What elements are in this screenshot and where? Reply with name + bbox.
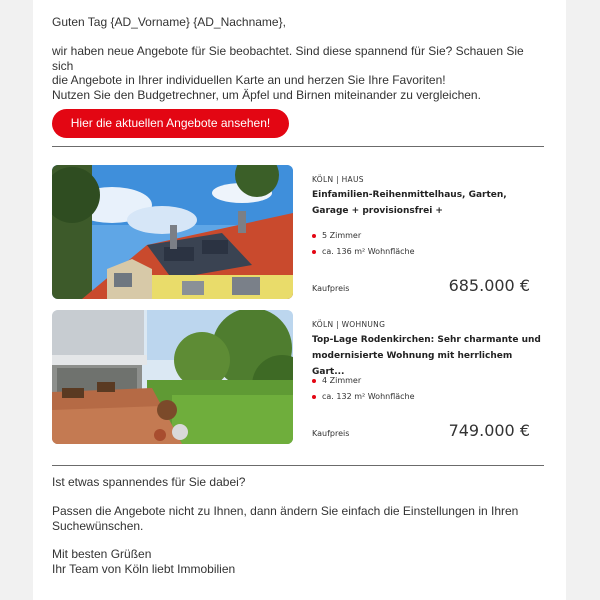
listing-card-apartment[interactable]	[52, 310, 544, 444]
house-photo[interactable]	[52, 165, 293, 299]
question-text: Ist etwas spannendes für Sie dabei?	[52, 475, 246, 489]
area-value: ca. 132 m² Wohnfläche	[322, 392, 415, 401]
listing-title[interactable]: Einfamilien-Reihenmittelhaus, Garten, Garage + provisionsfrei +	[312, 190, 507, 216]
signoff: Mit besten Grüßen	[52, 547, 152, 561]
adjust-text	[52, 504, 544, 533]
rooms-value: 4 Zimmer	[322, 376, 362, 385]
area-feature	[312, 392, 415, 401]
adjust-line: Suchewünschen.	[52, 518, 144, 533]
greeting: Guten Tag {AD_Vorname} {AD_Nachname},	[52, 15, 286, 29]
price-value: 749.000 €	[448, 421, 530, 440]
email-body	[33, 0, 566, 600]
intro-text	[52, 44, 544, 102]
area-feature	[312, 247, 415, 256]
price-value: 685.000 €	[448, 276, 530, 295]
signature: Ihr Team von Köln liebt Immobilien	[52, 561, 236, 576]
rooms-feature	[312, 231, 361, 240]
intro-line: wir haben neue Angebote für Sie beobachtet. Sind diese spannend für Sie? Schauen Sie sich	[52, 44, 524, 73]
listing-card-house[interactable]	[52, 165, 544, 299]
listing-info	[312, 165, 544, 299]
divider-top	[52, 146, 544, 147]
view-offers-button[interactable]: Hier die aktuellen Angebote ansehen!	[52, 109, 289, 138]
signoff-block	[52, 547, 544, 576]
price-label: Kaufpreis	[312, 429, 350, 438]
listing-category: KÖLN | WOHNUNG	[312, 320, 386, 329]
adjust-line: Passen die Angebote nicht zu Ihnen, dann ändern Sie einfach die Einstellungen in Ihren	[52, 504, 519, 518]
bullet-dot-icon	[312, 250, 316, 254]
listing-title[interactable]: Top-Lage Rodenkirchen: Sehr charmante und modernisierte Wohnung mit herrlichem Gart...	[312, 335, 541, 377]
bullet-dot-icon	[312, 395, 316, 399]
bullet-dot-icon	[312, 234, 316, 238]
intro-line: die Angebote in Ihrer individuellen Karte an und herzen Sie Ihre Favoriten!	[52, 73, 446, 87]
listing-category: KÖLN | HAUS	[312, 175, 364, 184]
listing-info	[312, 310, 544, 444]
rooms-feature	[312, 376, 361, 385]
intro-line: Nutzen Sie den Budgetrechner, um Äpfel und Birnen miteinander zu vergleichen.	[52, 87, 481, 102]
garden-terrace-photo[interactable]	[52, 310, 293, 444]
bullet-dot-icon	[312, 379, 316, 383]
divider-bottom	[52, 465, 544, 466]
area-value: ca. 136 m² Wohnfläche	[322, 247, 415, 256]
rooms-value: 5 Zimmer	[322, 231, 362, 240]
price-label: Kaufpreis	[312, 284, 350, 293]
